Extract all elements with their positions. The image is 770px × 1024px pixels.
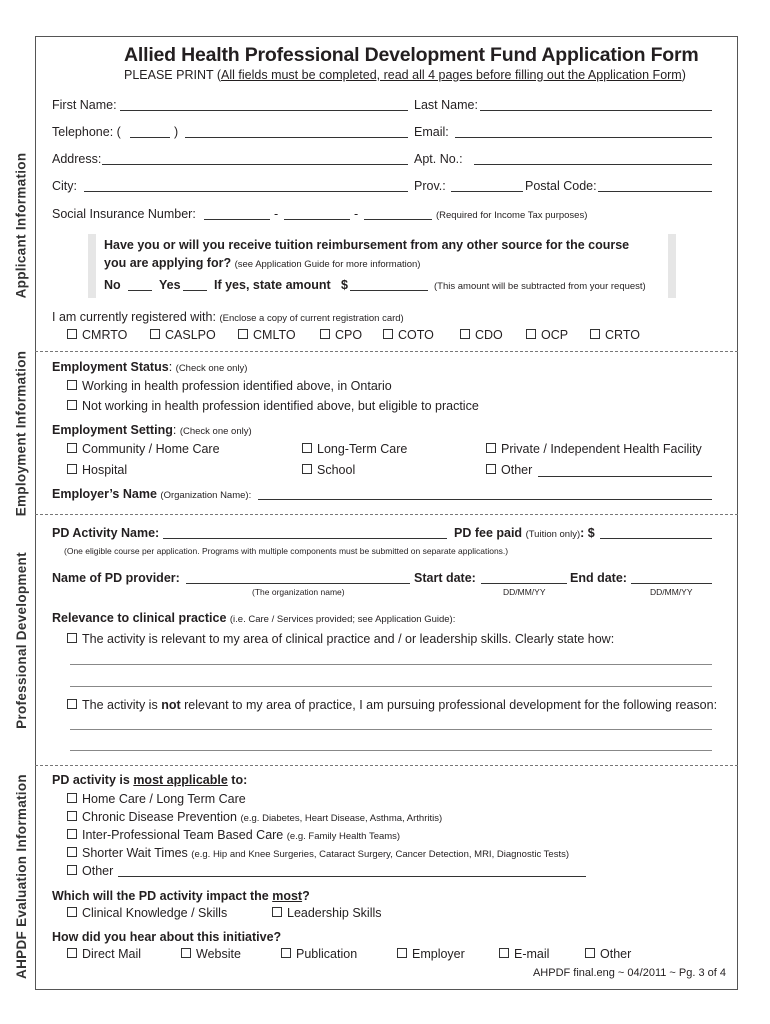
checkbox[interactable]: [499, 948, 509, 958]
please-print: PLEASE PRINT: [124, 68, 214, 82]
checkbox[interactable]: [67, 865, 77, 875]
city-label: City:: [52, 179, 77, 193]
impact-leadership[interactable]: Leadership Skills: [272, 906, 382, 920]
reg-option-cmlto[interactable]: CMLTO: [238, 328, 296, 342]
checkbox[interactable]: [585, 948, 595, 958]
pd-fee-field[interactable]: [600, 538, 712, 539]
impact-label: Which will the PD activity impact the most?: [52, 889, 310, 903]
telephone-label: Telephone: (: [52, 125, 121, 139]
address-label: Address:: [52, 152, 102, 166]
section-divider: [35, 514, 738, 515]
applicable-team-care[interactable]: Inter-Professional Team Based Care (e.g. Family Health Teams): [67, 828, 400, 842]
address-field[interactable]: [102, 164, 408, 165]
one-course-note: (One eligible course per application. Programs with multiple components must be submitted on separate applications.): [64, 546, 509, 556]
checkbox[interactable]: [67, 329, 77, 339]
checkbox[interactable]: [486, 464, 496, 474]
checkbox[interactable]: [590, 329, 600, 339]
pd-fee-label: PD fee paid (Tuition only): $: [454, 526, 595, 540]
pd-activity-field[interactable]: [163, 538, 447, 539]
prov-field[interactable]: [451, 191, 523, 192]
last-name-label: Last Name:: [414, 98, 478, 112]
reg-option-caslpo[interactable]: CASLPO: [150, 328, 216, 342]
section-label-evaluation: AHPDF Evaluation Information: [13, 773, 29, 979]
checkbox[interactable]: [302, 443, 312, 453]
end-date-label: End date:: [570, 571, 627, 585]
setting-long-term-care[interactable]: Long-Term Care: [302, 442, 407, 456]
checkbox[interactable]: [181, 948, 191, 958]
area-code-field[interactable]: [130, 137, 170, 138]
relevance-line[interactable]: [70, 686, 712, 687]
checkbox[interactable]: [460, 329, 470, 339]
hear-direct-mail[interactable]: Direct Mail: [67, 947, 141, 961]
hear-email[interactable]: E-mail: [499, 947, 549, 961]
pd-activity-label: PD Activity Name:: [52, 526, 160, 540]
pd-provider-field[interactable]: [186, 583, 410, 584]
employment-setting-label: Employment Setting: (Check one only): [52, 423, 252, 437]
section-divider: [35, 765, 738, 766]
start-date-format: DD/MM/YY: [503, 587, 546, 597]
tuition-question-line2: you are applying for? (see Application Guide for more information): [104, 256, 421, 270]
applicable-other[interactable]: Other: [67, 864, 113, 878]
prov-label: Prov.:: [414, 179, 446, 193]
registration-label: I am currently registered with: (Enclose a copy of current registration card): [52, 310, 404, 324]
hear-website[interactable]: Website: [181, 947, 241, 961]
apt-no-field[interactable]: [474, 164, 712, 165]
reason-line[interactable]: [70, 750, 712, 751]
status-working[interactable]: Working in health profession identified above, in Ontario: [67, 379, 392, 393]
checkbox[interactable]: [281, 948, 291, 958]
checkbox[interactable]: [67, 400, 77, 410]
pd-provider-label: Name of PD provider:: [52, 571, 180, 585]
status-not-working[interactable]: Not working in health profession identified above, but eligible to practice: [67, 399, 479, 413]
checkbox[interactable]: [67, 380, 77, 390]
checkbox[interactable]: [67, 829, 77, 839]
tuition-yes-label: Yes: [159, 278, 181, 292]
relevance-label: Relevance to clinical practice (i.e. Care / Services provided; see Application Guide):: [52, 611, 456, 625]
form-subtitle: PLEASE PRINT (All fields must be completed, read all 4 pages before filling out the Application Form): [124, 68, 686, 82]
city-field[interactable]: [84, 191, 408, 192]
hear-employer[interactable]: Employer: [397, 947, 465, 961]
checkbox[interactable]: [67, 847, 77, 857]
setting-other[interactable]: Other: [486, 463, 532, 477]
sin-note: (Required for Income Tax purposes): [436, 210, 588, 221]
last-name-field[interactable]: [480, 110, 712, 111]
start-date-label: Start date:: [414, 571, 476, 585]
setting-community[interactable]: Community / Home Care: [67, 442, 220, 456]
tuition-no-label: No: [104, 278, 121, 292]
employer-name-field[interactable]: [258, 499, 712, 500]
footer-version: AHPDF final.eng ~ 04/2011 ~ Pg. 3 of 4: [532, 967, 726, 979]
checkbox[interactable]: [67, 793, 77, 803]
sin-part3-field[interactable]: [364, 219, 432, 220]
checkbox[interactable]: [67, 948, 77, 958]
postal-code-label: Postal Code:: [525, 179, 597, 193]
applicable-chronic-disease[interactable]: Chronic Disease Prevention (e.g. Diabetes, Heart Disease, Asthma, Arthritis): [67, 810, 442, 824]
reg-option-cmrto[interactable]: CMRTO: [67, 328, 127, 342]
telephone-field[interactable]: [185, 137, 408, 138]
applicable-wait-times[interactable]: Shorter Wait Times (e.g. Hip and Knee Surgeries, Cataract Surgery, Cancer Detection, MRI, Diagnostic Tests): [67, 846, 569, 860]
end-date-field[interactable]: [631, 583, 712, 584]
hear-label: How did you hear about this initiative?: [52, 930, 282, 944]
section-label-professional: Professional Development: [13, 551, 29, 729]
subtract-note: (This amount will be subtracted from your request): [434, 281, 646, 292]
reg-option-coto[interactable]: COTO: [383, 328, 434, 342]
checkbox[interactable]: [67, 464, 77, 474]
checkbox[interactable]: [150, 329, 160, 339]
first-name-label: First Name:: [52, 98, 117, 112]
checkbox[interactable]: [67, 633, 77, 643]
most-applicable-label: PD activity is most applicable to:: [52, 773, 248, 787]
tuition-amount-field[interactable]: [350, 290, 428, 291]
checkbox[interactable]: [238, 329, 248, 339]
setting-hospital[interactable]: Hospital: [67, 463, 127, 477]
apt-no-label: Apt. No.:: [414, 152, 463, 166]
impact-clinical[interactable]: Clinical Knowledge / Skills: [67, 906, 227, 920]
reg-option-cdo[interactable]: CDO: [460, 328, 503, 342]
form-title: Allied Health Professional Development Fund Application Form: [124, 44, 699, 66]
reg-option-cpo[interactable]: CPO: [320, 328, 362, 342]
start-date-field[interactable]: [481, 583, 567, 584]
setting-other-field[interactable]: [538, 476, 712, 477]
state-amount-label: If yes, state amount: [214, 278, 331, 292]
checkbox[interactable]: [397, 948, 407, 958]
tuition-question: Have you or will you receive tuition reimbursement from any other source for the course: [104, 238, 630, 252]
print-note: All fields must be completed, read all 4 pages before filling out the Application Form: [221, 68, 682, 82]
applicable-home-care[interactable]: Home Care / Long Term Care: [67, 792, 246, 806]
checkbox[interactable]: [67, 811, 77, 821]
email-field[interactable]: [455, 137, 712, 138]
checkbox[interactable]: [67, 699, 77, 709]
checkbox[interactable]: [67, 443, 77, 453]
provider-note: (The organization name): [252, 587, 345, 597]
email-label: Email:: [414, 125, 449, 139]
sin-part1-field[interactable]: [204, 219, 270, 220]
employment-status-label: Employment Status: (Check one only): [52, 360, 248, 374]
sin-part2-field[interactable]: [284, 219, 350, 220]
checkbox[interactable]: [302, 464, 312, 474]
section-label-employment: Employment Information: [13, 350, 29, 516]
checkbox[interactable]: [320, 329, 330, 339]
first-name-field[interactable]: [120, 110, 408, 111]
checkbox[interactable]: [67, 907, 77, 917]
checkbox[interactable]: [383, 329, 393, 339]
applicable-other-field[interactable]: [118, 876, 586, 877]
hear-other[interactable]: Other: [585, 947, 631, 961]
relevance-line[interactable]: [70, 664, 712, 665]
reg-option-ocp[interactable]: OCP: [526, 328, 568, 342]
hear-publication[interactable]: Publication: [281, 947, 357, 961]
checkbox[interactable]: [486, 443, 496, 453]
not-relevant-option[interactable]: The activity is not relevant to my area of practice, I am pursuing professional development for the following reason:: [67, 698, 717, 712]
section-label-applicant: Applicant Information: [13, 152, 29, 298]
reg-option-crto[interactable]: CRTO: [590, 328, 640, 342]
setting-school[interactable]: School: [302, 463, 355, 477]
checkbox[interactable]: [272, 907, 282, 917]
sin-label: Social Insurance Number:: [52, 207, 196, 221]
employer-name-label: Employer’s Name (Organization Name):: [52, 487, 252, 501]
checkbox[interactable]: [526, 329, 536, 339]
tuition-yes-field[interactable]: [183, 290, 207, 291]
reason-line[interactable]: [70, 729, 712, 730]
tuition-no-field[interactable]: [128, 290, 152, 291]
relevant-option[interactable]: The activity is relevant to my area of clinical practice and / or leadership skills. Clearly state how:: [67, 632, 614, 646]
setting-private[interactable]: Private / Independent Health Facility: [486, 442, 702, 456]
end-date-format: DD/MM/YY: [650, 587, 693, 597]
section-divider: [35, 351, 738, 352]
postal-code-field[interactable]: [598, 191, 712, 192]
